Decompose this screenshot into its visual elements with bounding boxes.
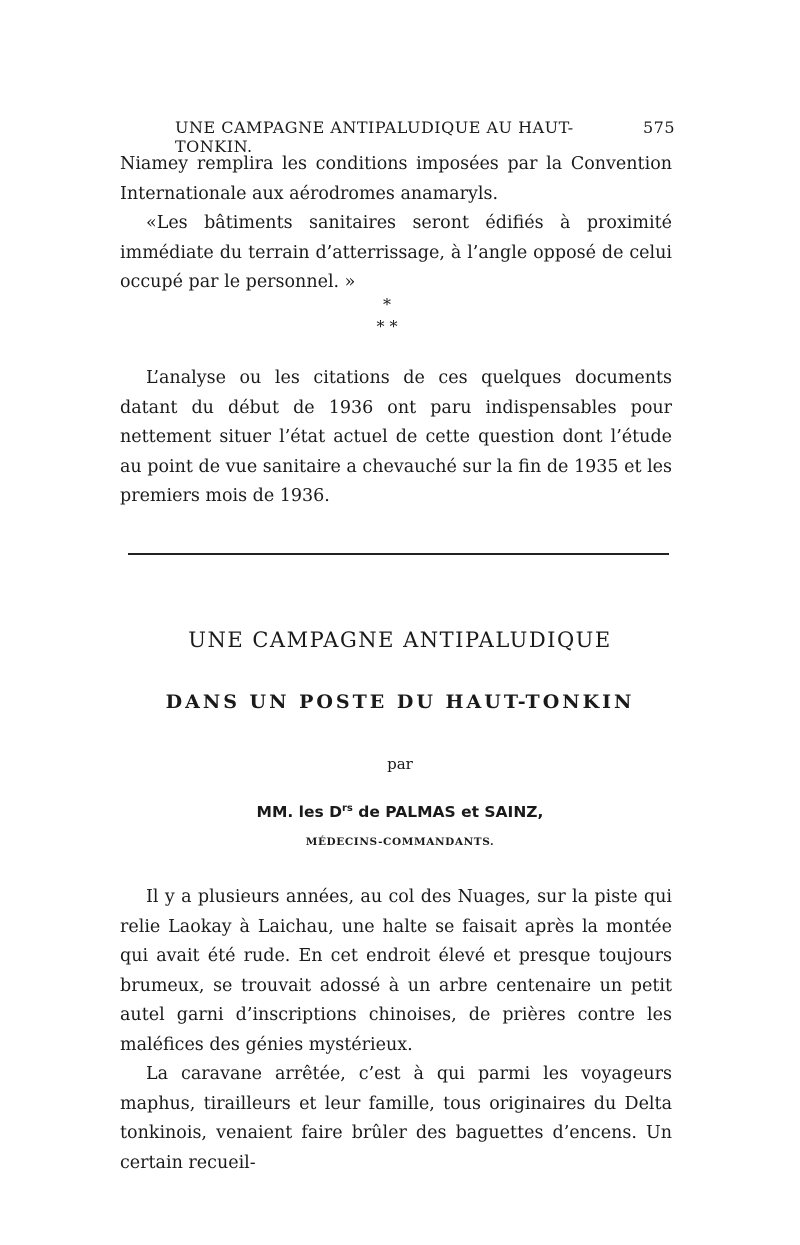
article-paragraph-2: La caravane arrêtée, c’est à qui parmi les voyageurs maphus, tirailleurs et leur famille, tous originaires du Delta tonkinois, venaient faire brûler des baguettes d’encens. Un certain recueil-	[120, 1064, 672, 1173]
author-role: MÉDECINS-COMMANDANTS.	[305, 836, 495, 848]
asterism	[362, 295, 412, 336]
asterism-top: *	[383, 295, 391, 314]
section-divider	[128, 553, 669, 555]
authors-prefix: MM. les D	[256, 803, 342, 822]
authors	[0, 803, 800, 821]
authors-names: de PALMAS et SAINZ,	[352, 803, 544, 822]
paragraph-quote: «Les bâtiments sanitaires seront édifiés à proximité immédiate du terrain d’atterrissage, à l’angle opposé de celui occupé par le personnel. »	[120, 213, 672, 292]
paragraph-convention: Niamey remplira les conditions imposées par la Convention Internationale aux aérodromes anamaryls.	[120, 154, 672, 204]
authors-superscript: rs	[342, 803, 353, 814]
running-head-title: UNE CAMPAGNE ANTIPALUDIQUE AU HAUT-TONKIN.	[175, 118, 574, 156]
article-paragraph-1: Il y a plusieurs années, au col des Nuages, sur la piste qui relie Laokay à Laichau, une halte se faisait après la montée qui avait été rude. En cet endroit élevé et presque toujours brumeux, se trouvait adossé à un arbre centenaire un petit autel garni d’inscriptions chinoises, de prières contre les maléfices des génies mystérieux.	[120, 887, 672, 1055]
article-title-line1: UNE CAMPAGNE ANTIPALUDIQUE	[188, 628, 612, 652]
paragraph-analysis: L’analyse ou les citations de ces quelques documents datant du début de 1936 ont paru indispensables pour nettement situer l’état actuel de cette question dont l’étude au point de vue sanitaire a chevauché sur la fin de 1935 et les premiers mois de 1936.	[120, 368, 672, 506]
article-title-line2: DANS UN POSTE DU HAUT-TONKIN	[165, 691, 635, 713]
byline-par: par	[387, 755, 413, 773]
asterism-bottom: * *	[376, 317, 398, 336]
page-number: 575	[642, 118, 675, 137]
